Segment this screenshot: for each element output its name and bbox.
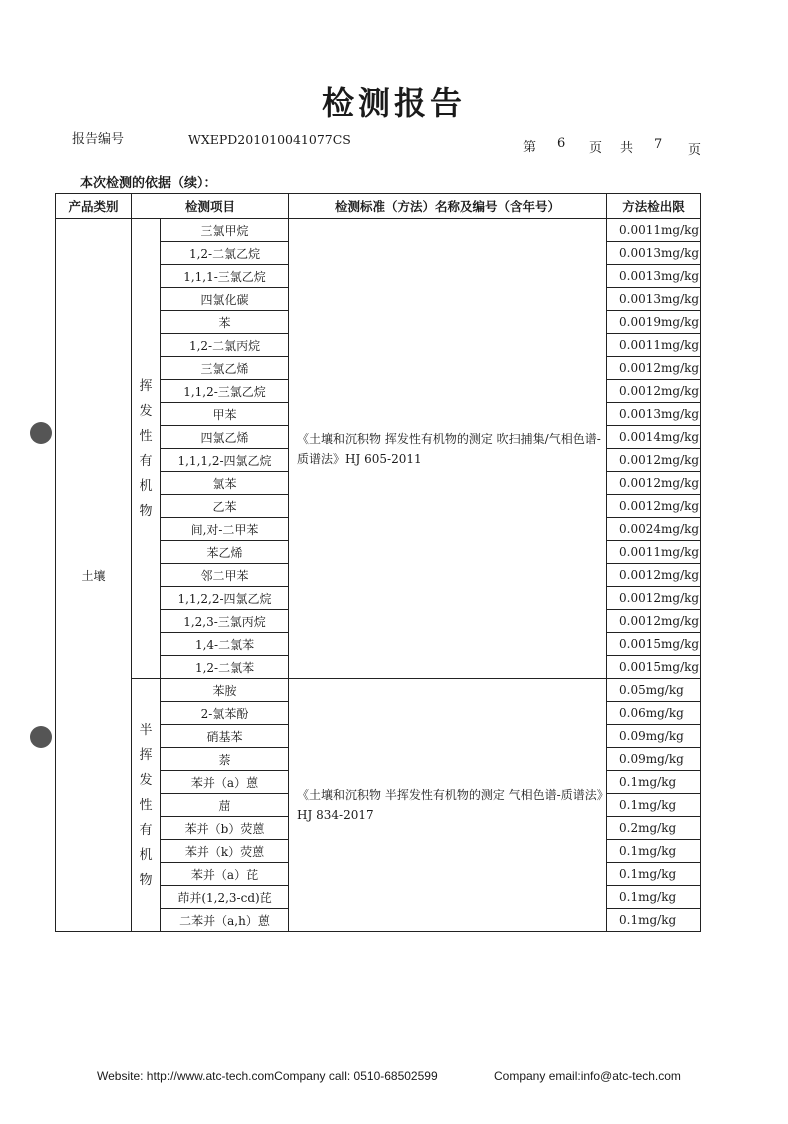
- detection-limit-cell: 0.0012mg/kg: [607, 357, 701, 380]
- test-item-cell: 苯并（a）芘: [161, 863, 289, 886]
- page-label-gong: 共: [620, 141, 634, 156]
- footer-website: Website: http://www.atc-tech.comCompany call: 0510-68502599: [97, 1069, 438, 1083]
- detection-limit-cell: 0.0011mg/kg: [607, 541, 701, 564]
- header-product-category: 产品类别: [56, 194, 132, 219]
- group-name: 半挥发性有机物: [139, 722, 153, 888]
- test-item-cell: 1,2-二氯乙烷: [161, 242, 289, 265]
- product-category-cell: 土壤: [56, 219, 132, 932]
- detection-limit-cell: 0.06mg/kg: [607, 702, 701, 725]
- page-label-ye: 页: [589, 141, 603, 156]
- detection-limit-cell: 0.0013mg/kg: [607, 242, 701, 265]
- test-item-cell: 邻二甲苯: [161, 564, 289, 587]
- test-item-cell: 三氯乙烯: [161, 357, 289, 380]
- detection-limit-cell: 0.09mg/kg: [607, 748, 701, 771]
- detection-limit-cell: 0.0015mg/kg: [607, 633, 701, 656]
- test-item-cell: 1,1,2,2-四氯乙烷: [161, 587, 289, 610]
- test-item-cell: 三氯甲烷: [161, 219, 289, 242]
- test-item-cell: 苯并（b）荧蒽: [161, 817, 289, 840]
- table-body: [56, 219, 701, 932]
- test-item-cell: 1,1,2-三氯乙烷: [161, 380, 289, 403]
- test-item-cell: 1,1,1-三氯乙烷: [161, 265, 289, 288]
- standard-cell: 《土壤和沉积物 挥发性有机物的测定 吹扫捕集/气相色谱-质谱法》HJ 605-2011: [289, 219, 607, 679]
- detection-limit-cell: 0.0013mg/kg: [607, 403, 701, 426]
- test-item-cell: 氯苯: [161, 472, 289, 495]
- detection-limit-cell: 0.1mg/kg: [607, 771, 701, 794]
- header-detection-limit: 方法检出限: [607, 194, 701, 219]
- test-item-cell: 1,4-二氯苯: [161, 633, 289, 656]
- page-number: 6: [557, 136, 566, 151]
- test-item-cell: 1,1,1,2-四氯乙烷: [161, 449, 289, 472]
- detection-limit-cell: 0.0012mg/kg: [607, 587, 701, 610]
- test-item-cell: 2-氯苯酚: [161, 702, 289, 725]
- group-name-cell: [132, 219, 161, 679]
- group-name-cell: [132, 679, 161, 932]
- test-item-cell: 甲苯: [161, 403, 289, 426]
- detection-limit-cell: 0.0013mg/kg: [607, 288, 701, 311]
- test-item-cell: 四氯乙烯: [161, 426, 289, 449]
- test-item-cell: 四氯化碳: [161, 288, 289, 311]
- test-item-cell: 1,2-二氯苯: [161, 656, 289, 679]
- header-standard: 检测标准（方法）名称及编号（含年号）: [289, 194, 607, 219]
- detection-limit-cell: 0.05mg/kg: [607, 679, 701, 702]
- test-item-cell: 间,对-二甲苯: [161, 518, 289, 541]
- test-item-cell: 苯胺: [161, 679, 289, 702]
- detection-limit-cell: 0.0012mg/kg: [607, 472, 701, 495]
- test-item-cell: 1,2-二氯丙烷: [161, 334, 289, 357]
- page-label-di: 第: [523, 140, 537, 155]
- punch-hole: [30, 726, 52, 748]
- test-item-cell: 1,2,3-三氯丙烷: [161, 610, 289, 633]
- table-row: [56, 679, 701, 702]
- detection-limit-cell: 0.0015mg/kg: [607, 656, 701, 679]
- detection-limit-cell: 0.0012mg/kg: [607, 449, 701, 472]
- test-item-cell: 苯乙烯: [161, 541, 289, 564]
- footer-email: Company email:info@atc-tech.com: [494, 1069, 681, 1083]
- test-item-cell: 茚并(1,2,3-cd)芘: [161, 886, 289, 909]
- detection-limit-cell: 0.2mg/kg: [607, 817, 701, 840]
- test-item-cell: 苯并（a）蒽: [161, 771, 289, 794]
- table-row: [56, 219, 701, 242]
- group-name: 挥发性有机物: [139, 378, 153, 519]
- method-table: [55, 193, 701, 932]
- test-item-cell: 苯: [161, 311, 289, 334]
- report-number-label: 报告编号: [72, 132, 125, 147]
- standard-cell: 《土壤和沉积物 半挥发性有机物的测定 气相色谱-质谱法》HJ 834-2017: [289, 679, 607, 932]
- page-label-ye2: 页: [688, 143, 702, 158]
- test-item-cell: 萘: [161, 748, 289, 771]
- detection-limit-cell: 0.0012mg/kg: [607, 495, 701, 518]
- test-item-cell: 硝基苯: [161, 725, 289, 748]
- table-header-row: [56, 194, 701, 219]
- detection-limit-cell: 0.0013mg/kg: [607, 265, 701, 288]
- section-title: 本次检测的依据（续）：: [80, 176, 217, 191]
- detection-limit-cell: 0.0012mg/kg: [607, 380, 701, 403]
- detection-limit-cell: 0.1mg/kg: [607, 886, 701, 909]
- detection-limit-cell: 0.0024mg/kg: [607, 518, 701, 541]
- detection-limit-cell: 0.1mg/kg: [607, 909, 701, 932]
- detection-limit-cell: 0.0011mg/kg: [607, 219, 701, 242]
- page-total: 7: [654, 137, 663, 152]
- report-number: WXEPD201010041077CS: [188, 132, 351, 147]
- detection-limit-cell: 0.0019mg/kg: [607, 311, 701, 334]
- detection-limit-cell: 0.1mg/kg: [607, 863, 701, 886]
- detection-limit-cell: 0.1mg/kg: [607, 794, 701, 817]
- page-title: 检测报告: [321, 84, 466, 122]
- punch-hole: [30, 422, 52, 444]
- detection-limit-cell: 0.0012mg/kg: [607, 564, 701, 587]
- test-item-cell: 苯并（k）荧蒽: [161, 840, 289, 863]
- test-item-cell: 乙苯: [161, 495, 289, 518]
- test-item-cell: 䓛: [161, 794, 289, 817]
- detection-limit-cell: 0.0011mg/kg: [607, 334, 701, 357]
- detection-limit-cell: 0.0012mg/kg: [607, 610, 701, 633]
- header-test-item: 检测项目: [132, 194, 289, 219]
- detection-limit-cell: 0.0014mg/kg: [607, 426, 701, 449]
- detection-limit-cell: 0.1mg/kg: [607, 840, 701, 863]
- test-item-cell: 二苯并（a,h）蒽: [161, 909, 289, 932]
- detection-limit-cell: 0.09mg/kg: [607, 725, 701, 748]
